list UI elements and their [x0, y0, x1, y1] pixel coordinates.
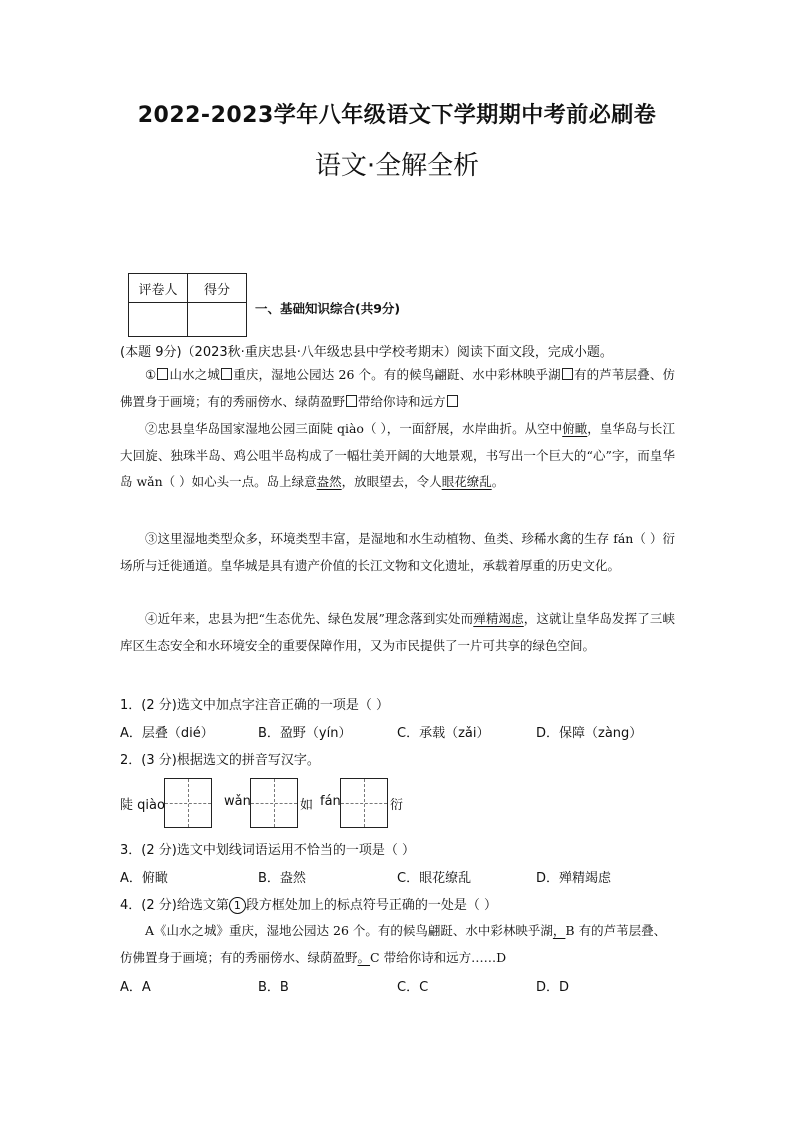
section-heading: 一、基础知识综合(共9分) [255, 301, 401, 316]
question-3-stem: 3．(2 分)选文中划线词语运用不恰当的一项是（ ） [120, 843, 415, 858]
question-2-stem: 2．(3 分)根据选文的拼音写汉字。 [120, 753, 320, 768]
underlined-word-yanhualiaoluan: 眼花缭乱 [441, 474, 492, 489]
question-4-option-c[interactable]: C．C [397, 980, 429, 995]
score-table-grader-cell [129, 303, 188, 337]
punctuation-box-a [157, 368, 168, 380]
text-yan: 衍 [390, 798, 404, 813]
hanzi-writing-row [120, 778, 540, 828]
question-1-option-a[interactable]: A．层叠（dié） [120, 726, 214, 741]
underlined-word-fukan: 俯瞰 [562, 421, 588, 436]
score-table-score-header: 得分 [188, 274, 247, 303]
writing-grid-1[interactable] [164, 778, 212, 828]
passage-paragraph-1: ① 山水之城 重庆，湿地公园达 26 个。有的候鸟翩跹、水中彩林映乎湖 有的芦苇层叠、仿佛置身于画境；有的秀丽傍水、绿荫盈野 带给你诗和远方 [120, 367, 675, 409]
pinyin-label-wan: wǎn [224, 794, 251, 809]
circled-number-1: 1 [229, 897, 246, 914]
writing-grid-3[interactable] [340, 778, 388, 828]
question-1-option-b[interactable]: B．盈野（yín） [258, 726, 352, 741]
question-4-option-a[interactable]: A．A [120, 980, 151, 995]
punctuation-box-c [346, 395, 357, 407]
punctuation-box-b [562, 368, 573, 380]
score-table-grader-header: 评卷人 [129, 274, 188, 303]
passage-paragraph-2: ②忠县皇华岛国家湿地公园三面陡 qiào（ ），一面舒展，水岸曲折。从空中俯瞰，皇华岛与长江大回旋、独珠半岛、鸡公咀半岛构成了一幅壮美开阔的大地景观，书写出一个巨大的“心”字，而皇华岛 wǎn（ ）如心头一点。岛上绿意盎然，放眼望去，令人眼花缭乱。 [120, 421, 675, 489]
pinyin-label-fan: fán [320, 794, 341, 809]
punctuation-box-d [447, 395, 458, 407]
question-1-stem: 1．(2 分)选文中加点字注音正确的一项是（ ） [120, 698, 389, 713]
question-4-stem: 4．(2 分)给选文第 1 段方框处加上的标点符号正确的一处是（ ） [120, 898, 497, 913]
punctuation-box-a2 [221, 368, 232, 380]
page-title: 2022-2023学年八年级语文下学期期中考前必刷卷 [137, 103, 657, 128]
question-3-option-a[interactable]: A．俯瞰 [120, 871, 168, 886]
question-intro: (本题 9分)（2023秋·重庆忠县·八年级忠县中学校考期末）阅读下面文段，完成小题。 [120, 345, 613, 360]
question-3-option-d[interactable]: D．殚精竭虑 [536, 871, 612, 886]
score-table [128, 273, 247, 337]
question-4-option-b[interactable]: B．B [258, 980, 289, 995]
question-3-option-b[interactable]: B．盎然 [258, 871, 306, 886]
question-4-text: A《山水之城》重庆，湿地公园达 26 个。有的候鸟翩跹、水中彩林映乎湖，B 有的芦苇层叠、仿佛置身于画境；有的秀丽傍水、绿荫盈野。C 带给你诗和远方……D [120, 923, 667, 965]
question-4-option-d[interactable]: D．D [536, 980, 570, 995]
pinyin-label-qiao: 陡 qiào [120, 798, 165, 813]
passage-paragraph-3: ③这里湿地类型众多，环境类型丰富，是湿地和水生动植物、鱼类、珍稀水禽的生存 fán（ ）衍场所与迁徙通道。皇华城是具有遗产价值的长江文物和文化遗址，承载着厚重的历史文化。 [120, 531, 675, 573]
score-table-score-cell [188, 303, 247, 337]
passage-paragraph-4: ④近年来，忠县为把“生态优先、绿色发展”理念落到实处而殚精竭虑，这就让皇华岛发挥了三峡库区生态安全和水环境安全的重要保障作用，又为市民提供了一片可共享的绿色空间。 [120, 611, 675, 653]
underlined-word-danjingjielv: 殚精竭虑 [473, 611, 524, 626]
text-ru: 如 [300, 798, 314, 813]
question-1-option-d[interactable]: D．保障（zàng） [536, 726, 643, 741]
question-1-option-c[interactable]: C．承载（zǎi） [397, 726, 490, 741]
page-subtitle: 语文·全解全析 [314, 151, 480, 181]
question-3-option-c[interactable]: C．眼花缭乱 [397, 871, 472, 886]
writing-grid-2[interactable] [250, 778, 298, 828]
underlined-word-angran: 盎然 [316, 474, 342, 489]
